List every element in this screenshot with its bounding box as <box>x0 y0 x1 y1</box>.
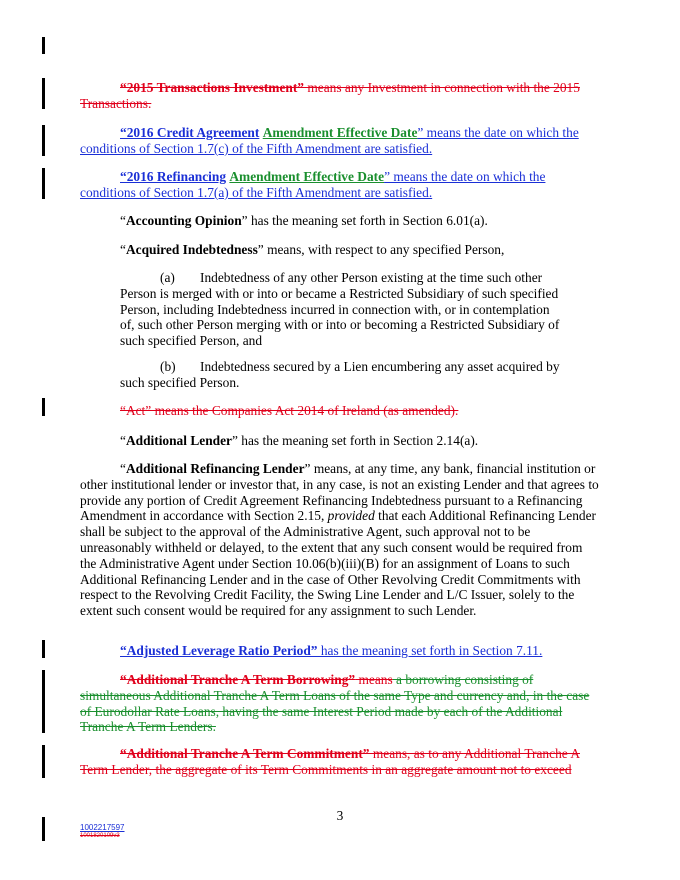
change-bar <box>42 670 45 733</box>
change-bar <box>42 640 45 658</box>
defined-term: “2016 Refinancing <box>120 169 227 184</box>
definition-text: ” means the date on which the conditions of Section 1.7(c) of the Fifth Amendment are satisfied. <box>80 125 579 156</box>
clause-text: Indebtedness of any other Person existing at the time such other Person is merged with or into or became a Restricted Subsidiary of such specified Person, including Indebtedness incurred in connection with, or in contemplation of, such other Person merging with or into or becoming a Restricted Subsidiary of such specified Person, and <box>120 270 560 349</box>
definition-text-moved: a borrowing consisting of simultaneous Additional Tranche A Term Loans of the same Type and currency and, in the case of Eurodollar Rate Loans, having the same Interest Period made by each of the Additional Tranche A Term Lenders. <box>80 672 590 735</box>
change-bar <box>42 37 45 54</box>
document-id: 1002217597 <box>80 823 125 832</box>
definition-text-cont: that each Additional Refinancing Lender shall be subject to the approval of the Administrative Agent, such approval not to be unreasonably withheld or delayed, to the extent that any such consent would be required from the Administrative Agent under Section 10.06(b)(iii)(B) for an assignment of Loans to such Additional Refinancing Lender and in the case of Other Revolving Credit Commitments with respect to the Revolving Credit Facility, the Swing Line Lender and L/C Issuer, solely to the extent such consent would be required for any assignment to such Lender. <box>80 508 597 619</box>
definition-text: has the meaning set forth in Section 7.11. <box>317 643 543 658</box>
clause-text: Indebtedness secured by a Lien encumbering any asset acquired by such specified Person. <box>120 359 560 390</box>
page-number: 3 <box>336 808 344 823</box>
definition-text: means any Investment in connection with the 2015 Transactions. <box>80 80 580 111</box>
defined-term: Additional Lender <box>125 433 232 448</box>
definition-text: ” means the date on which the conditions of Section 1.7(a) of the Fifth Amendment are satisfied. <box>80 169 546 200</box>
defined-term: “Additional Tranche A Term Borrowing” <box>120 672 356 687</box>
clause-label: (b) <box>160 359 176 374</box>
definition-additional-lender: “Additional Lender” has the meaning set forth in Section 2.14(a). <box>120 433 479 448</box>
change-bar <box>42 168 45 199</box>
change-bar <box>42 125 45 156</box>
definition-2016-credit-agreement <box>80 125 600 157</box>
definition-2016-refinancing <box>80 169 600 201</box>
definition-text: means, as to any Additional Tranche A Term Lender, the aggregate of its Term Commitments in an aggregate amount not to exceed <box>80 746 580 777</box>
definition-tranche-a-term-borrowing <box>80 672 600 735</box>
definition-text: ” has the meaning set forth in Section 6.01(a). <box>241 213 488 228</box>
definition-accounting-opinion: “Accounting Opinion” has the meaning set forth in Section 6.01(a). <box>120 213 488 228</box>
defined-term: “Additional Tranche A Term Commitment” <box>120 746 370 761</box>
change-bar <box>42 745 45 778</box>
definition-text: means <box>355 672 393 687</box>
defined-term: Acquired Indebtedness <box>125 242 258 257</box>
definition-text: ” has the meaning set forth in Section 2.14(a). <box>231 433 479 448</box>
definition-text: “Act” means the Companies Act 2014 of Ireland (as amended). <box>120 403 459 418</box>
defined-term-amendment: Amendment Effective Date <box>229 169 385 184</box>
defined-term: “2015 Transactions Investment” <box>120 80 305 95</box>
definition-text: ” means, at any time, any bank, financial institution or other institutional lender or investor that, in any case, is not an existing Lender and that agrees to provide any portion of Credit Agreement Refinancing Indebtedness pursuant to a Refinancing Amendment in accordance with Section 2.15, <box>80 461 599 524</box>
definition-italic: provided <box>327 508 375 524</box>
change-bar <box>42 398 45 416</box>
clause-a <box>120 270 560 349</box>
definition-tranche-a-term-commitment <box>80 746 600 778</box>
clause-label: (a) <box>160 270 175 285</box>
definition-act <box>80 403 600 419</box>
definition-text: ” means, with respect to any specified Person, <box>257 242 505 257</box>
defined-term-amendment: Amendment Effective Date <box>262 125 418 140</box>
defined-term: Accounting Opinion <box>125 213 242 228</box>
definition-adjusted-leverage-ratio-period <box>80 643 600 659</box>
definition-additional-refinancing-lender: “Additional Refinancing Lender” means, at any time, any bank, financial institution or other institutional lender or investor that, in any case, is not an existing Lender and that agrees to provide any portion of Credit Agreement Refinancing Indebtedness pursuant to a Refinancing Amendment in accordance with Section 2.15, provided that each Additional Refinancing Lender shall be subject to the approval of the Administrative Agent, such approval not to be unreasonably withheld or delayed, to the extent that any such consent would be required from the Administrative Agent under Section 10.06(b)(iii)(B) for an assignment of Loans to such Additional Refinancing Lender and in the case of Other Revolving Credit Commitments with respect to the Revolving Credit Facility, the Swing Line Lender and L/C Issuer, solely to the extent such consent would be required for any assignment to such Lender. <box>80 461 599 619</box>
document-id-deleted: 1001820109v3 <box>80 833 120 839</box>
definition-2015-transactions <box>80 80 600 112</box>
defined-term: “2016 Credit Agreement <box>120 125 260 140</box>
change-bar <box>42 78 45 109</box>
defined-term: Additional Refinancing Lender <box>125 461 305 476</box>
clause-b <box>120 359 560 391</box>
definition-acquired-indebtedness: “Acquired Indebtedness” means, with respect to any specified Person, <box>120 242 505 257</box>
defined-term: “Adjusted Leverage Ratio Period” <box>120 643 318 658</box>
